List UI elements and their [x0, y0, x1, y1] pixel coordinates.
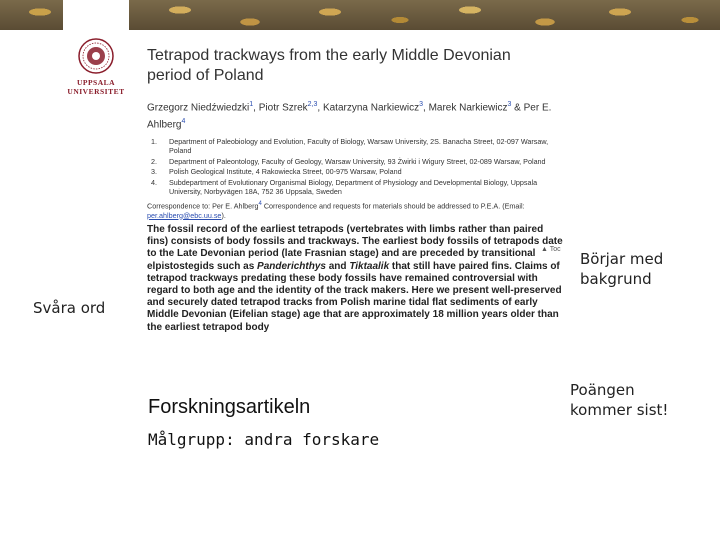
affiliation-item: [151, 178, 567, 197]
author-name: Per E. Ahlberg: [147, 102, 552, 131]
affiliation-item: [151, 167, 567, 177]
affiliation-text: Subdepartment of Evolutionary Organismal Biology, Department of Physiology and Developmental Biology, Uppsala University, Norbyvägen 18A, 752 36 Uppsala, Sweden: [169, 177, 538, 197]
note-starts-line2: bakgrund: [580, 270, 652, 288]
affiliation-text: Department of Paleontology, Faculty of Geology, Warsaw University, 93 Żwirki i Wigury Street, 02-089 Warsaw, Poland: [169, 156, 546, 166]
logo-text: [67, 78, 124, 96]
article-title-line2: period of Poland: [147, 67, 264, 84]
author-name: Piotr Szrek: [258, 102, 308, 114]
author-name: Grzegorz Niedźwiedzki: [147, 102, 250, 114]
affiliation-text: Department of Paleobiology and Evolution, Faculty of Biology, Warsaw University, 2S. Banacha Street, 02-097 Warsaw, Poland: [169, 136, 549, 156]
article-title: [147, 46, 567, 86]
note-starts-with-background: [580, 249, 663, 289]
correspondence-prefix: Correspondence to: Per E. Ahlberg: [147, 201, 259, 211]
affiliation-number: 4.: [151, 177, 157, 187]
author-list: [147, 98, 567, 133]
affiliation-number: 2.: [151, 156, 157, 166]
abstract: [147, 224, 565, 334]
correspondence-rest: Correspondence and requests for materials should be addressed to P.E.A. (Email:: [261, 201, 525, 211]
toc-link[interactable]: ▲ Toc: [541, 246, 561, 253]
affiliation-text: Polish Geological Institute, 4 Rakowiecka Street, 00-975 Warsaw, Poland: [169, 167, 402, 177]
university-seal-icon: [78, 38, 114, 74]
correspondence-email-link[interactable]: per.ahlberg@ebc.uu.se: [147, 210, 222, 220]
abstract-part1: The fossil record of the earliest tetrapods (vertebrates with limbs rather than paired fins) consists of body fossils and trackways. The earliest body fossils of tetrapods date to the Late Devonian period (late Frasnian stage) and are preceded by transitional elpistostegids such as: [147, 224, 563, 272]
abstract-part2: that still have paired fins. Claims of tetrapod trackways predating these body fossils have remained controversial with regard to both age and the identity of the track makers. Here we present well-preserved and securely dated tetrapod tracks from Polish marine tidal flat sediments of early Middle Devonian (Eifelian stage) age that are approximately 18 million years older than the earliest tetrapod body: [147, 260, 562, 333]
author-affiliation-ref[interactable]: 2,3: [307, 101, 318, 108]
author-affiliation-ref[interactable]: 1: [249, 101, 254, 108]
author-affiliation-ref[interactable]: 3: [419, 101, 423, 108]
abstract-and: and: [325, 260, 350, 272]
affiliation-list: [147, 137, 567, 197]
author-separator: &: [511, 102, 524, 114]
correspondence-end: ).: [221, 210, 226, 220]
slide-subheading: Målgrupp: andra forskare: [148, 430, 380, 449]
correspondence-sup[interactable]: 4: [258, 200, 262, 207]
affiliation-item: [151, 157, 567, 167]
logo-line1: UPPSALA: [76, 78, 116, 87]
correspondence: [147, 200, 557, 220]
note-difficult-words: Svåra ord: [33, 299, 106, 317]
affiliation-number: 3.: [151, 167, 157, 177]
note-point-comes-last: [570, 380, 668, 420]
author-name: Katarzyna Narkiewicz: [322, 102, 420, 114]
abstract-taxon-tiktaalik: Tiktaalik: [349, 260, 390, 272]
note-point-line1: Poängen: [570, 381, 635, 399]
author-affiliation-ref[interactable]: 3: [507, 101, 512, 108]
university-logo: [63, 0, 129, 102]
logo-line2: UNIVERSITET: [67, 87, 125, 96]
affiliation-number: 1.: [151, 136, 157, 146]
article-title-line1: Tetrapod trackways from the early Middle Devonian: [147, 47, 511, 64]
slide-heading: Forskningsartikeln: [148, 396, 311, 418]
author-separator: ,: [317, 102, 323, 114]
author-name: Marek Narkiewicz: [428, 102, 508, 114]
article-clipping: [147, 46, 567, 334]
affiliation-item: [151, 137, 567, 156]
author-separator: ,: [253, 102, 259, 114]
author-separator: ,: [423, 102, 429, 114]
note-starts-line1: Börjar med: [580, 250, 664, 268]
abstract-taxon-panderichthys: Panderichthys: [257, 260, 326, 272]
author-affiliation-ref[interactable]: 4: [181, 118, 186, 126]
note-point-line2: kommer sist!: [570, 401, 669, 419]
